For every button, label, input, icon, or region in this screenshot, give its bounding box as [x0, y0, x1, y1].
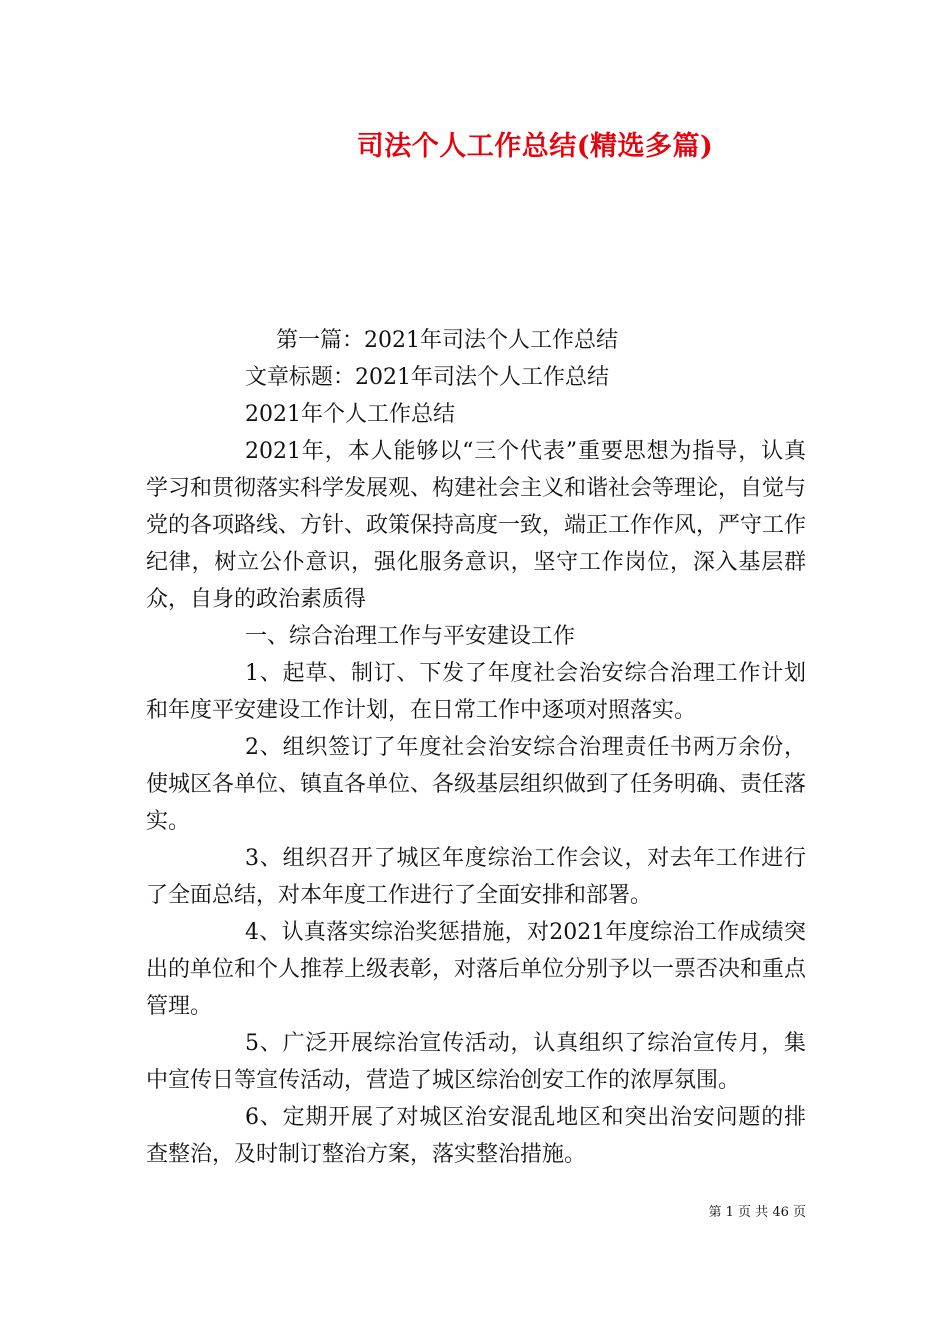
document-title: 司法个人工作总结(精选多篇): [356, 131, 714, 162]
subtitle: 2021年个人工作总结: [245, 402, 455, 427]
section-heading: 第一篇：2021年司法个人工作总结: [276, 328, 618, 353]
article-title: 文章标题：2021年司法个人工作总结: [245, 365, 609, 390]
page-number: 第 1 页 共 46 页: [708, 1205, 806, 1220]
document-body: [146, 322, 806, 1173]
list-item: 3、组织召开了城区年度综治工作会议，对去年工作进行了全面总结，对本年度工作进行了全面安排和部署。: [146, 846, 806, 908]
subsection-heading: 一、综合治理工作与平安建设工作: [245, 624, 576, 649]
list-item: 5、广泛开展综治宣传活动，认真组织了综治宣传月，集中宣传日等宣传活动，营造了城区综治创安工作的浓厚氛围。: [146, 1031, 806, 1093]
list-item: 1、起草、制订、下发了年度社会治安综合治理工作计划和年度平安建设工作计划，在日常工作中逐项对照落实。: [146, 661, 806, 723]
intro-paragraph: 2021年，本人能够以“三个代表”重要思想为指导，认真学习和贯彻落实科学发展观、构建社会主义和谐社会等理论，自觉与党的各项路线、方针、政策保持高度一致，端正工作作风，严守工作纪律，树立公仆意识，强化服务意识，坚守工作岗位，深入基层群众，自身的政治素质得: [146, 439, 807, 612]
list-item: 6、定期开展了对城区治安混乱地区和突出治安问题的排查整治，及时制订整治方案，落实整治措施。: [146, 1105, 806, 1167]
list-item: 4、认真落实综治奖惩措施，对2021年度综治工作成绩突出的单位和个人推荐上级表彰，对落后单位分别予以一票否决和重点管理。: [146, 920, 807, 1019]
list-item: 2、组织签订了年度社会治安综合治理责任书两万余份，使城区各单位、镇直各单位、各级基层组织做到了任务明确、责任落实。: [146, 735, 807, 834]
